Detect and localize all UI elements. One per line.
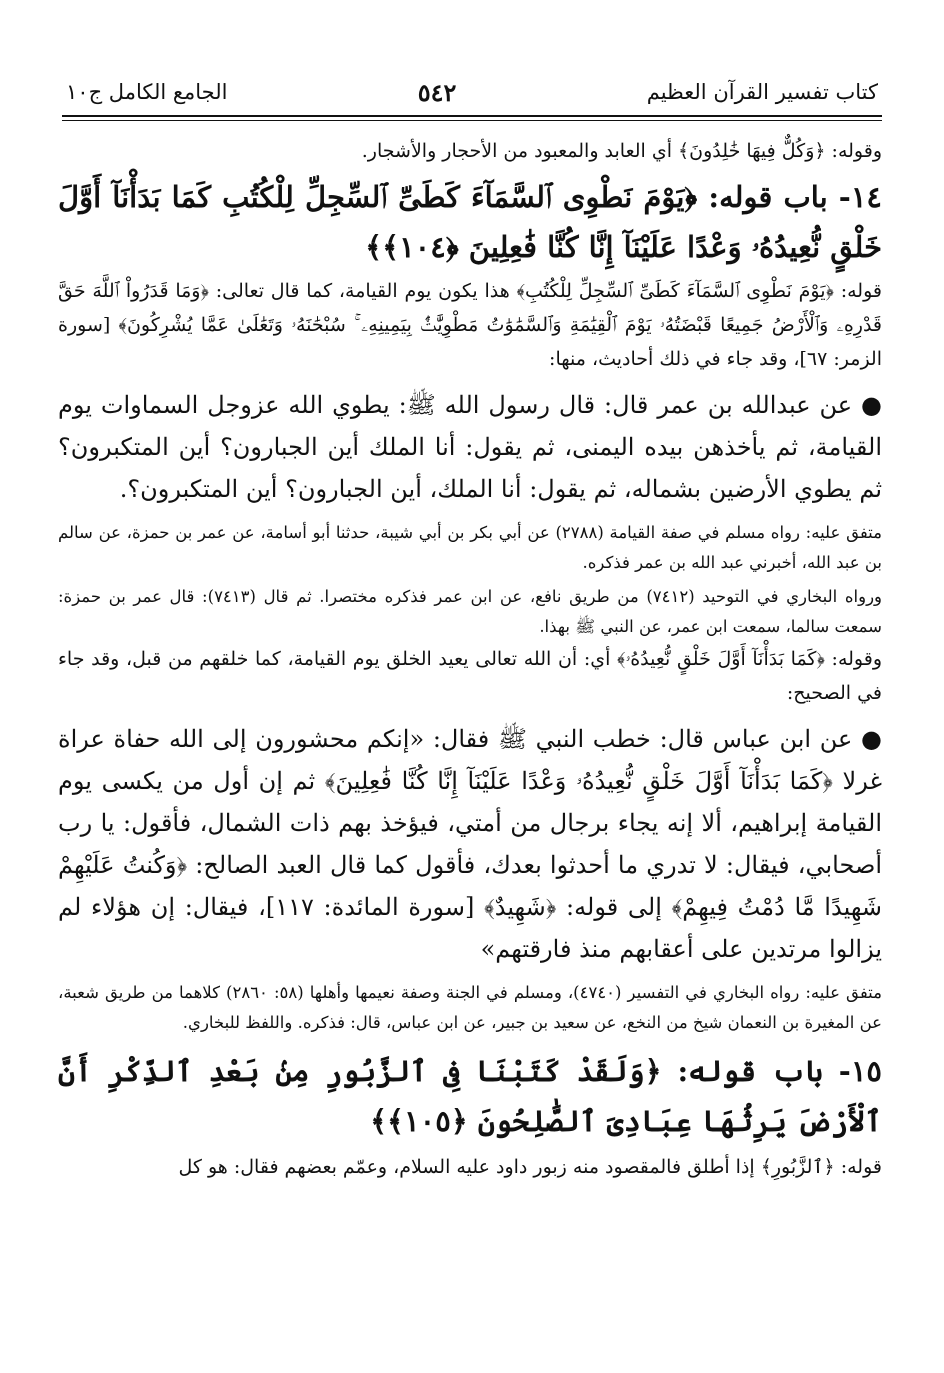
header-rule-thin: [62, 120, 882, 121]
hadith-text: ● عن عبدالله بن عمر قال: قال رسول الله ﷺ: يطوي الله عزوجل السماوات يوم القيامة، ثم يأخذهن بيده اليمنى، ثم يقول: أنا الملك أين الجبارون؟ أين المتكبرون؟ ثم يطوي الأرضين بشماله، ثم يقول: أنا الملك، أين الجبارون؟ أين المتكبرون؟.: [58, 391, 882, 503]
hadith-reference: ورواه البخاري في التوحيد (٧٤١٢) من طريق نافع، عن ابن عمر فذكره مختصرا. ثم قال (٧٤١٣): قال عمر بن حمزة: سمعت سالما، سمعت ابن عمر، عن النبي ﷺ بهذا.: [58, 587, 883, 636]
running-header: [66, 72, 878, 112]
volume-title: الجامع الكامل ج١٠: [66, 80, 228, 104]
book-title: كتاب تفسير القرآن العظيم: [646, 80, 878, 104]
hadith-reference: متفق عليه: رواه مسلم في صفة القيامة (٢٧٨٨) عن أبي بكر بن أبي شيبة، حدثنا أبو أسامة، عن عمر بن حمزة، عن سالم بن عبد الله، أخبرني عبد الله بن عمر فذكره.: [58, 523, 882, 572]
page-number: ٥٤٢: [417, 77, 457, 107]
hadith-text: ● عن ابن عباس قال: خطب النبي ﷺ فقال: «إنكم محشورون إلى الله حفاة عراة غرلا ﴿كَمَا بَدَأْنَآ أَوَّلَ خَلْقٍ نُّعِيدُهُۥ وَعْدًا عَلَيْنَآ إِنَّا كُنَّا فَٰعِلِينَ﴾ ثم إن أول من يكسى يوم القيامة إبراهيم، ألا إنه يجاء برجال من أمتي، فيؤخذ بهم ذات الشمال، فأقول: يا رب أصحابي، فيقال: لا تدري ما أحدثوا بعدك، فأقول كما قال العبد الصالح: ﴿وَكُنتُ عَلَيْهِمْ شَهِيدًا مَّا دُمْتُ فِيهِمْ﴾ إلى قوله: ﴿شَهِيدٌ﴾ [سورة المائدة: ١١٧]، فيقال: إن هؤلاء لم يزالوا مرتدين على أعقابهم منذ فارقتهم»: [58, 725, 882, 963]
hadith-reference: متفق عليه: رواه البخاري في التفسير (٤٧٤٠)، ومسلم في الجنة وصفة نعيمها وأهلها (٥٨: ٢٨٦٠) كلاهما من طريق شعبة، عن المغيرة بن النعمان شيخ من النخع، عن سعيد بن جبير، عن ابن عباس، قال: فذكره. واللفظ للبخاري.: [58, 983, 882, 1032]
commentary-paragraph: وقوله: ﴿كَمَا بَدَأْنَآ أَوَّلَ خَلْقٍ نُّعِيدُهُۥ﴾ أي: أن الله تعالى يعيد الخلق يوم القيامة، كما خلقهم من قبل، وقد جاء في الصحيح:: [58, 648, 882, 704]
page-body: [58, 134, 882, 1184]
chapter-heading-15: ١٥- باب قوله: ﴿وَلَقَدْ كَتَبْنَا فِى ٱلزَّبُورِ مِنۢ بَعْدِ ٱلذِّكْرِ أَنَّ ٱلْأَرْضَ يَرِثُهَا عِبَادِىَ ٱلصَّٰلِحُونَ ﴿١٠٥﴾﴾: [58, 1054, 882, 1138]
commentary-paragraph: قوله: ﴿ٱلزَّبُورِ﴾ إذا أطلق فالمقصود منه زبور داود عليه السلام، وعمّم بعضهم فقال: هو كل: [178, 1156, 882, 1178]
header-rule-thick: [62, 115, 882, 117]
commentary-paragraph: وقوله: ﴿وَكُلٌّ فِيهَا خَٰلِدُونَ﴾ أي العابد والمعبود من الأحجار والأشجار.: [361, 140, 882, 162]
commentary-paragraph: قوله: ﴿يَوْمَ نَطْوِى ٱلسَّمَآءَ كَطَىِّ ٱلسِّجِلِّ لِلْكُتُبِ﴾ هذا يكون يوم القيامة، كما قال تعالى: ﴿وَمَا قَدَرُواْ ٱللَّهَ حَقَّ قَدْرِهِۦ وَٱلْأَرْضُ جَمِيعًا قَبْضَتُهُۥ يَوْمَ ٱلْقِيَٰمَةِ وَٱلسَّمَٰوَٰتُ مَطْوِيَّٰتٌۢ بِيَمِينِهِۦ ۚ سُبْحَٰنَهُۥ وَتَعَٰلَىٰ عَمَّا يُشْرِكُونَ﴾ [سورة الزمر: ٦٧]، وقد جاء في ذلك أحاديث، منها:: [58, 280, 882, 370]
chapter-heading-14: ١٤- باب قوله: ﴿يَوْمَ نَطْوِى ٱلسَّمَآءَ كَطَىِّ ٱلسِّجِلِّ لِلْكُتُبِ كَمَا بَدَأْنَآ أَوَّلَ خَلْقٍ نُّعِيدُهُۥ وَعْدًا عَلَيْنَآ إِنَّا كُنَّا فَٰعِلِينَ ﴿١٠٤﴾﴾: [58, 180, 882, 264]
